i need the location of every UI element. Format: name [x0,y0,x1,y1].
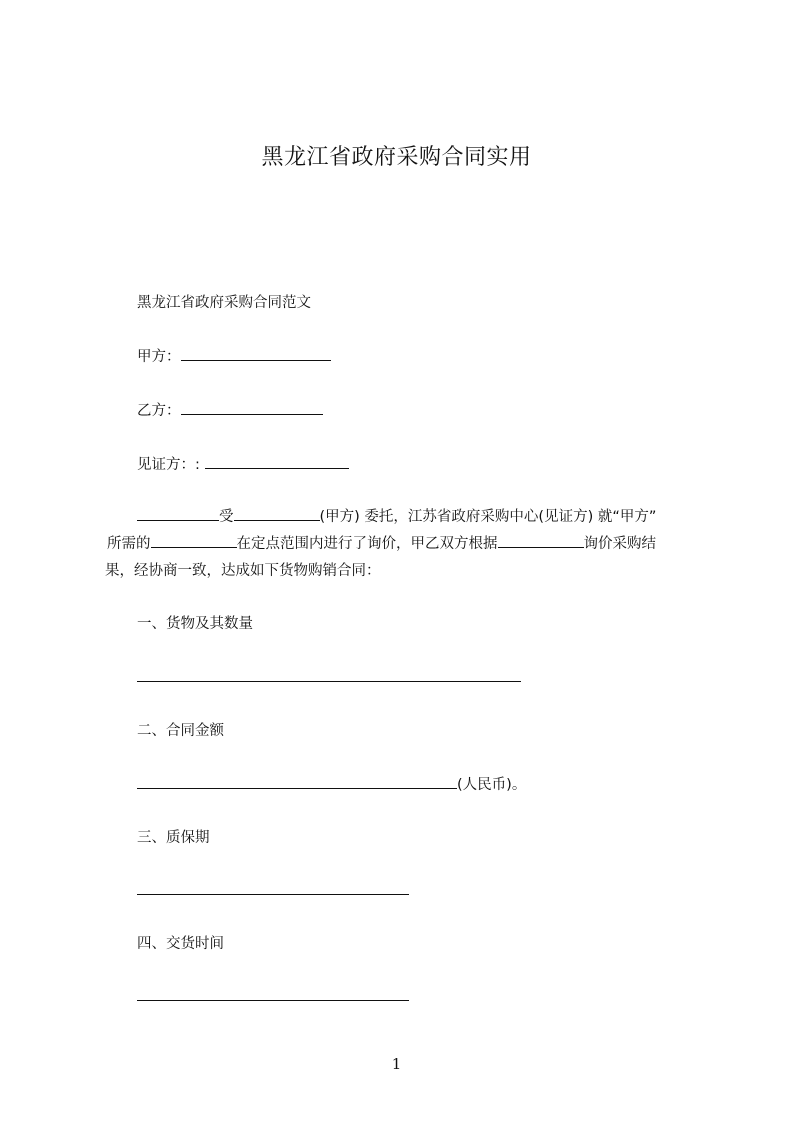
section-3-blank [137,879,409,895]
intro-blank-4 [498,532,584,548]
party-b-line [137,399,323,420]
party-b-blank [181,399,323,415]
document-title: 黑龙江省政府采购合同实用 [261,145,532,170]
witness-blank [205,453,349,469]
intro-line-2 [107,532,656,553]
intro-text-1c: (甲方) 委托，江苏省政府采购中心(见证方) 就“甲方” [319,509,657,525]
intro-blank-1 [137,505,219,521]
section-3-heading: 三、质保期 [137,830,210,846]
section-2-suffix: (人民币)。 [457,777,527,793]
section-1-blank [137,666,521,682]
section-3-fill-line [137,879,409,899]
section-4-heading: 四、交货时间 [137,936,224,952]
party-a-line [137,345,331,366]
intro-blank-3 [151,532,237,548]
intro-text-2b: 在定点范围内进行了询价，甲乙双方根据 [236,536,498,552]
witness-line [137,453,349,474]
party-a-blank [181,345,331,361]
intro-blank-2 [234,505,320,521]
section-2-heading: 二、合同金额 [137,723,224,739]
section-2-blank [137,773,457,789]
intro-text-2a: 所需的 [107,536,151,552]
party-a-label: 甲方： [137,349,181,365]
section-4-fill-line [137,985,409,1005]
intro-line-1 [137,505,656,526]
party-b-label: 乙方： [137,403,181,419]
section-2-fill-line [137,773,526,794]
section-1-fill-line [137,666,521,686]
intro-text-1b: 受 [219,509,234,525]
section-1-heading: 一、货物及其数量 [137,616,253,632]
intro-line-3: 果，经协商一致，达成如下货物购销合同： [105,563,381,579]
section-4-blank [137,985,409,1001]
document-subtitle: 黑龙江省政府采购合同范文 [137,295,311,311]
page-number: 1 [391,1055,402,1073]
intro-text-2c: 询价采购结 [583,536,656,552]
witness-label: 见证方：: [137,457,205,473]
